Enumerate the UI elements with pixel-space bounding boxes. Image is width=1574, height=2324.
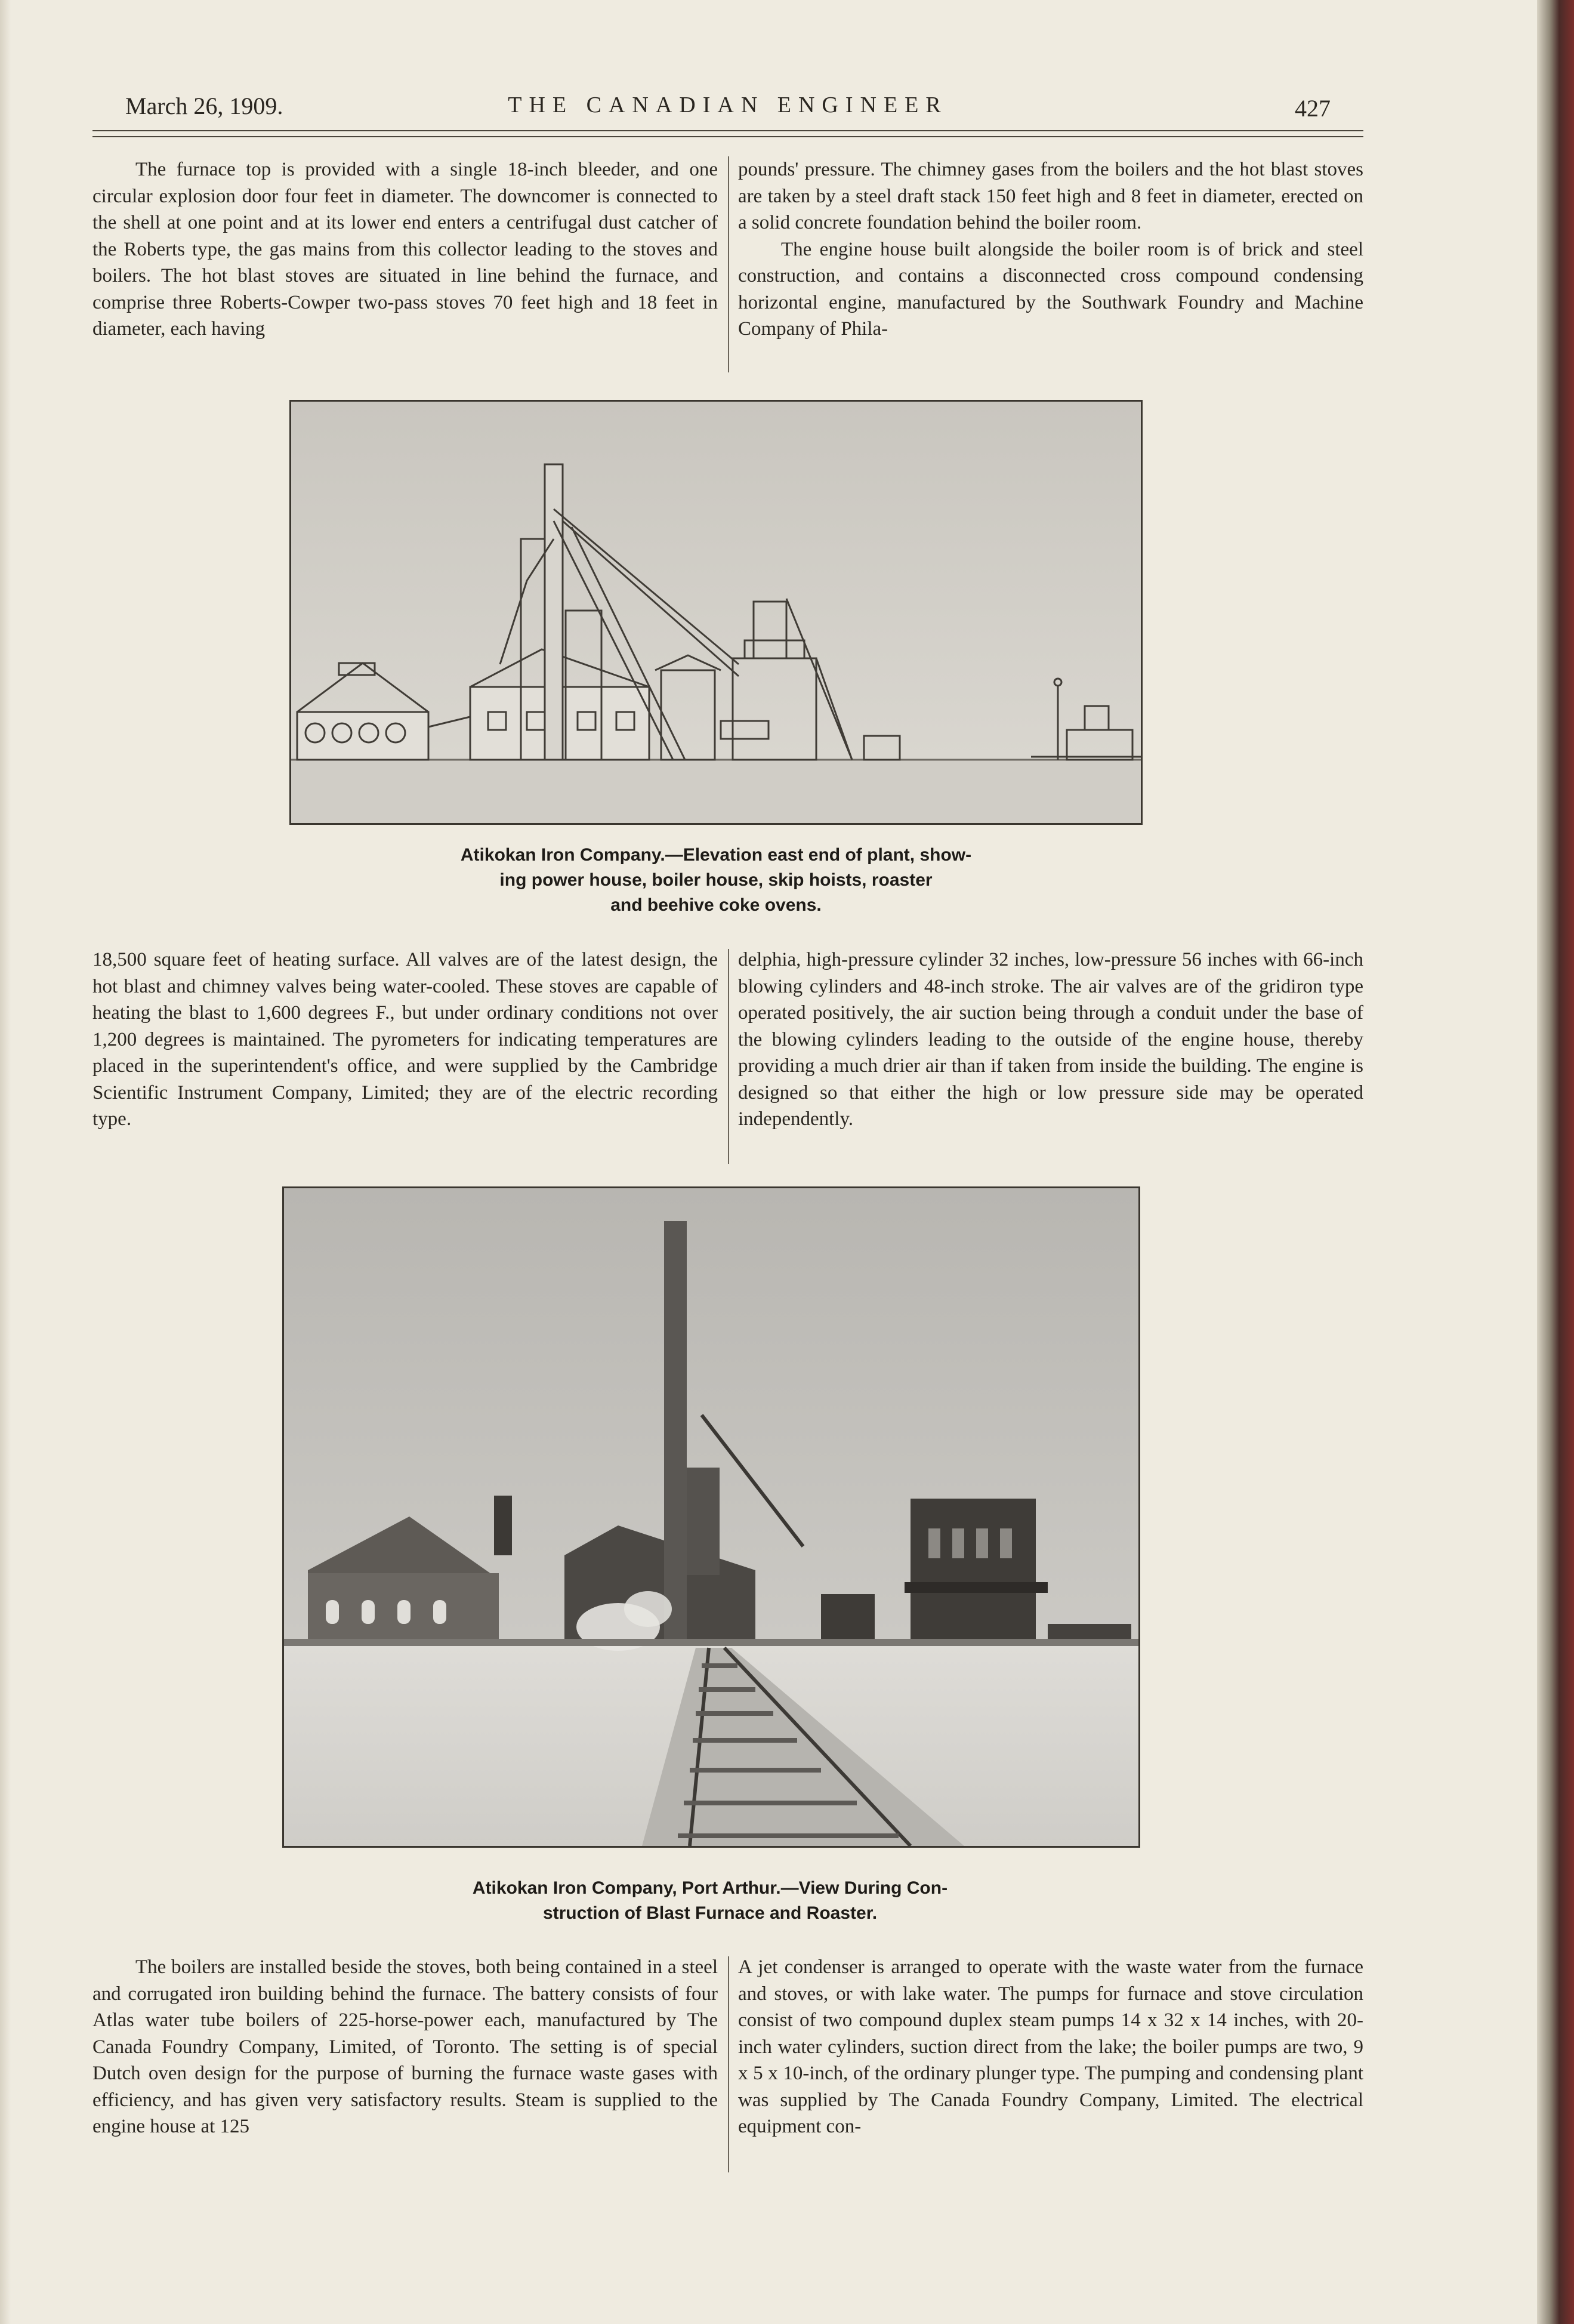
caption-line: ing power house, boiler house, skip hoists, roaster bbox=[499, 870, 933, 890]
column-divider bbox=[728, 156, 729, 372]
paragraph: A jet condenser is arranged to operate with the waste water from the furnace and stoves, or with lake water. The pumps for furnace and stove circulation consist of two compound duplex steam pumps 14 x 32 x 14 inches, with 20-inch water cylinders, suction direct from the lake; the boiler pumps are two, 9 x 5 x 10-inch, of the ordinary plunger type. The pumping and condensing plant was supplied by The Canada Foundry Company, Limited. The electrical equipment con- bbox=[738, 1956, 1363, 2137]
paragraph: delphia, high-pressure cylinder 32 inches, low-pressure 56 inches with 66-inch blowing cylinders and 48-inch stroke. The air valves are of the gridiron type operated positively, the air suction being through a conduit under the base of the blowing cylinders leading to the outside of the engine house, thereby providing a much drier air than if taken from inside the building. The engine is designed so that either the high or low pressure side may be operated independently. bbox=[738, 949, 1363, 1130]
paragraph: 18,500 square feet of heating surface. All valves are of the latest design, the hot blast and chimney valves being water-cooled. These stoves are capable of heating the blast to 1,600 degrees F., but under ordinary conditions not over 1,200 degrees is maintained. The pyrometers for indicating temperatures are placed in the superintendent's office, and were supplied by the Cambridge Scientific Instrument Company, Limited; they are of the electric recording type. bbox=[92, 949, 718, 1130]
figure2-caption bbox=[340, 1876, 1080, 1926]
column-divider bbox=[728, 949, 729, 1164]
caption-line: struction of Blast Furnace and Roaster. bbox=[542, 1903, 878, 1923]
book-binding-edge bbox=[1537, 0, 1574, 2324]
middle-left-column bbox=[92, 947, 718, 1133]
issue-date: March 26, 1909. bbox=[125, 93, 283, 119]
paragraph: The engine house built alongside the boiler room is of brick and steel construction, and contains a disconnected cross compound condensing horizontal engine, manufactured by the Southwark Foundry and Machine Company of Phila- bbox=[738, 238, 1363, 340]
page-edge-left bbox=[0, 0, 11, 2324]
paragraph: pounds' pressure. The chimney gases from the boilers and the hot blast stoves are taken by a steel draft stack 150 feet high and 8 feet in diameter, erected on a solid concrete foundation behind the boiler room. bbox=[738, 159, 1363, 233]
page-number: 427 bbox=[1295, 95, 1331, 122]
top-right-column bbox=[738, 156, 1363, 343]
plant-elevation-drawing bbox=[291, 402, 1141, 823]
journal-title: THE CANADIAN ENGINEER bbox=[508, 93, 948, 118]
paragraph: The furnace top is provided with a single 18-inch bleeder, and one circular explosion door four feet in diameter. The downcomer is connected to the shell at one point and at its lower end enters a centrifugal dust catcher of the Roberts type, the gas mains from this collector leading to the stoves and boilers. The hot blast stoves are situated in line behind the furnace, and comprise three Roberts-Cowper two-pass stoves 70 feet high and 18 feet in diameter, each having bbox=[92, 159, 718, 340]
caption-line: and beehive coke ovens. bbox=[610, 895, 822, 915]
header-rule-top bbox=[92, 130, 1363, 131]
plant-elevation-photo bbox=[289, 400, 1143, 825]
top-left-column bbox=[92, 156, 718, 343]
construction-view-picture bbox=[284, 1188, 1138, 1846]
bottom-right-column bbox=[738, 1954, 1363, 2140]
paragraph: The boilers are installed beside the stoves, both being contained in a steel and corrugated iron building behind the furnace. The battery consists of four Atlas water tube boilers of 225-horse-power each, manufactured by The Canada Foundry Company, Limited, of Toronto. The setting is of special Dutch oven design for the purpose of burning the furnace waste gases with efficiency, and has given very satisfactory results. Steam is supplied to the engine house at 125 bbox=[92, 1956, 718, 2137]
plant-construction-photo bbox=[282, 1186, 1140, 1848]
running-header bbox=[92, 90, 1363, 125]
bottom-left-column bbox=[92, 1954, 718, 2140]
caption-line: Atikokan Iron Company, Port Arthur.—View During Con- bbox=[472, 1878, 948, 1898]
caption-line: Atikokan Iron Company.—Elevation east end of plant, show- bbox=[460, 845, 972, 865]
column-divider bbox=[728, 1956, 729, 2172]
middle-right-column bbox=[738, 947, 1363, 1133]
header-rule-bottom bbox=[92, 136, 1363, 137]
figure1-caption bbox=[358, 843, 1074, 918]
